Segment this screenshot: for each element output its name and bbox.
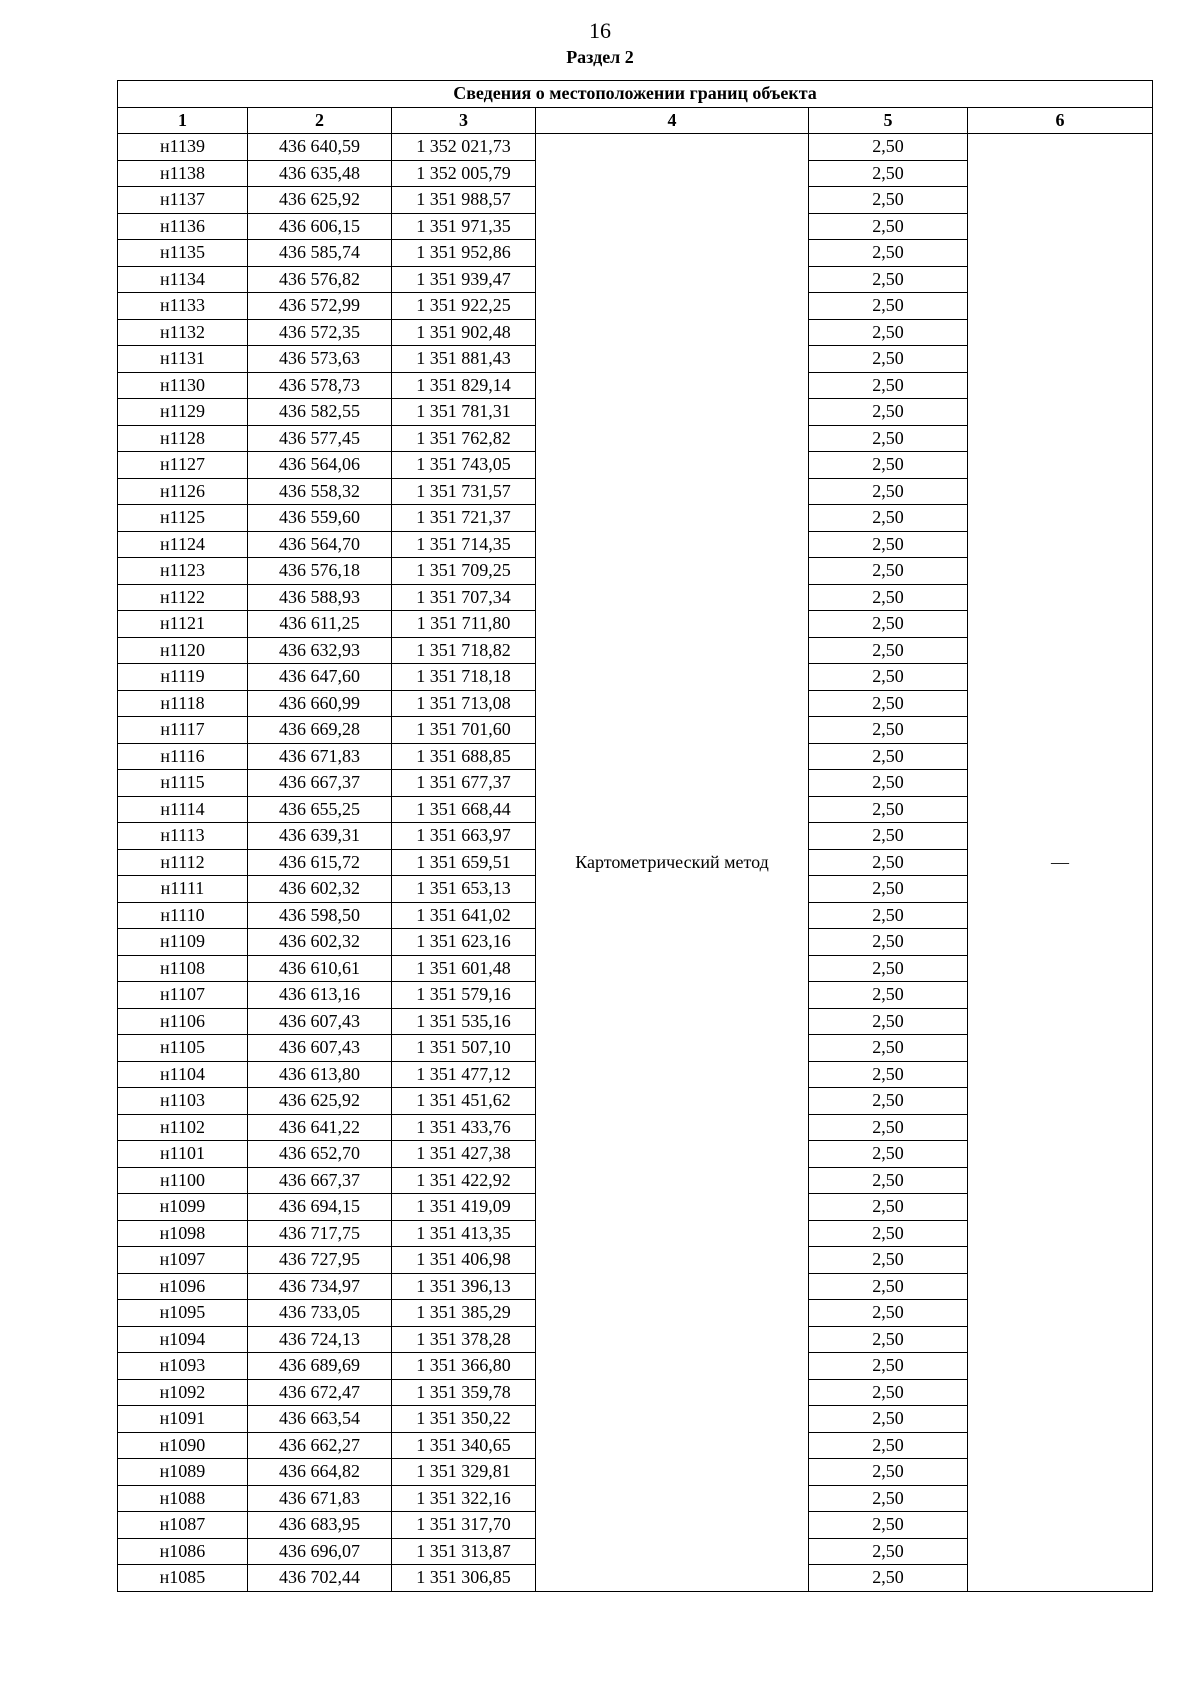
- y-coordinate-cell: 1 351 829,14: [392, 372, 536, 399]
- y-coordinate-cell: 1 351 939,47: [392, 266, 536, 293]
- table-body: [118, 134, 1153, 1592]
- y-coordinate-cell: 1 351 623,16: [392, 929, 536, 956]
- accuracy-cell: 2,50: [809, 134, 968, 161]
- point-name-cell: н1139: [118, 134, 248, 161]
- accuracy-cell: 2,50: [809, 346, 968, 373]
- table-caption-row: [118, 81, 1153, 108]
- y-coordinate-cell: 1 351 743,05: [392, 452, 536, 479]
- y-coordinate-cell: 1 351 350,22: [392, 1406, 536, 1433]
- point-name-cell: н1087: [118, 1512, 248, 1539]
- accuracy-cell: 2,50: [809, 717, 968, 744]
- point-name-cell: н1110: [118, 902, 248, 929]
- accuracy-cell: 2,50: [809, 1300, 968, 1327]
- accuracy-cell: 2,50: [809, 1459, 968, 1486]
- accuracy-cell: 2,50: [809, 1247, 968, 1274]
- point-name-cell: н1122: [118, 584, 248, 611]
- accuracy-cell: 2,50: [809, 1353, 968, 1380]
- accuracy-cell: 2,50: [809, 452, 968, 479]
- y-coordinate-cell: 1 351 659,51: [392, 849, 536, 876]
- point-name-cell: н1111: [118, 876, 248, 903]
- accuracy-cell: 2,50: [809, 690, 968, 717]
- y-coordinate-cell: 1 351 385,29: [392, 1300, 536, 1327]
- x-coordinate-cell: 436 664,82: [248, 1459, 392, 1486]
- accuracy-cell: 2,50: [809, 425, 968, 452]
- y-coordinate-cell: 1 351 507,10: [392, 1035, 536, 1062]
- point-name-cell: н1101: [118, 1141, 248, 1168]
- point-name-cell: н1123: [118, 558, 248, 585]
- accuracy-cell: 2,50: [809, 1114, 968, 1141]
- y-coordinate-cell: 1 351 601,48: [392, 955, 536, 982]
- x-coordinate-cell: 436 607,43: [248, 1008, 392, 1035]
- y-coordinate-cell: 1 351 668,44: [392, 796, 536, 823]
- y-coordinate-cell: 1 351 641,02: [392, 902, 536, 929]
- point-name-cell: н1137: [118, 187, 248, 214]
- accuracy-cell: 2,50: [809, 213, 968, 240]
- x-coordinate-cell: 436 669,28: [248, 717, 392, 744]
- y-coordinate-cell: 1 351 329,81: [392, 1459, 536, 1486]
- x-coordinate-cell: 436 625,92: [248, 1088, 392, 1115]
- x-coordinate-cell: 436 647,60: [248, 664, 392, 691]
- y-coordinate-cell: 1 351 477,12: [392, 1061, 536, 1088]
- point-name-cell: н1100: [118, 1167, 248, 1194]
- column-header-3: 3: [392, 107, 536, 134]
- x-coordinate-cell: 436 671,83: [248, 743, 392, 770]
- y-coordinate-cell: 1 351 317,70: [392, 1512, 536, 1539]
- accuracy-cell: 2,50: [809, 1194, 968, 1221]
- y-coordinate-cell: 1 351 762,82: [392, 425, 536, 452]
- point-name-cell: н1119: [118, 664, 248, 691]
- x-coordinate-cell: 436 606,15: [248, 213, 392, 240]
- accuracy-cell: 2,50: [809, 1167, 968, 1194]
- y-coordinate-cell: 1 351 718,18: [392, 664, 536, 691]
- boundary-table: [117, 80, 1153, 1592]
- y-coordinate-cell: 1 351 881,43: [392, 346, 536, 373]
- accuracy-cell: 2,50: [809, 849, 968, 876]
- point-name-cell: н1099: [118, 1194, 248, 1221]
- x-coordinate-cell: 436 588,93: [248, 584, 392, 611]
- point-name-cell: н1118: [118, 690, 248, 717]
- y-coordinate-cell: 1 351 419,09: [392, 1194, 536, 1221]
- point-name-cell: н1088: [118, 1485, 248, 1512]
- x-coordinate-cell: 436 694,15: [248, 1194, 392, 1221]
- x-coordinate-cell: 436 640,59: [248, 134, 392, 161]
- point-name-cell: н1104: [118, 1061, 248, 1088]
- point-name-cell: н1085: [118, 1565, 248, 1592]
- accuracy-cell: 2,50: [809, 399, 968, 426]
- y-coordinate-cell: 1 351 413,35: [392, 1220, 536, 1247]
- y-coordinate-cell: 1 351 451,62: [392, 1088, 536, 1115]
- y-coordinate-cell: 1 351 322,16: [392, 1485, 536, 1512]
- y-coordinate-cell: 1 351 433,76: [392, 1114, 536, 1141]
- x-coordinate-cell: 436 572,35: [248, 319, 392, 346]
- point-name-cell: н1086: [118, 1538, 248, 1565]
- y-coordinate-cell: 1 351 952,86: [392, 240, 536, 267]
- accuracy-cell: 2,50: [809, 505, 968, 532]
- x-coordinate-cell: 436 652,70: [248, 1141, 392, 1168]
- accuracy-cell: 2,50: [809, 982, 968, 1009]
- y-coordinate-cell: 1 351 677,37: [392, 770, 536, 797]
- point-name-cell: н1094: [118, 1326, 248, 1353]
- accuracy-cell: 2,50: [809, 1273, 968, 1300]
- y-coordinate-cell: 1 351 340,65: [392, 1432, 536, 1459]
- accuracy-cell: 2,50: [809, 955, 968, 982]
- x-coordinate-cell: 436 641,22: [248, 1114, 392, 1141]
- accuracy-cell: 2,50: [809, 1565, 968, 1592]
- y-coordinate-cell: 1 351 579,16: [392, 982, 536, 1009]
- x-coordinate-cell: 436 602,32: [248, 929, 392, 956]
- y-coordinate-cell: 1 351 663,97: [392, 823, 536, 850]
- x-coordinate-cell: 436 576,82: [248, 266, 392, 293]
- y-coordinate-cell: 1 351 313,87: [392, 1538, 536, 1565]
- y-coordinate-cell: 1 351 707,34: [392, 584, 536, 611]
- x-coordinate-cell: 436 564,06: [248, 452, 392, 479]
- accuracy-cell: 2,50: [809, 1485, 968, 1512]
- y-coordinate-cell: 1 351 701,60: [392, 717, 536, 744]
- point-name-cell: н1126: [118, 478, 248, 505]
- x-coordinate-cell: 436 635,48: [248, 160, 392, 187]
- y-coordinate-cell: 1 351 422,92: [392, 1167, 536, 1194]
- y-coordinate-cell: 1 351 971,35: [392, 213, 536, 240]
- y-coordinate-cell: 1 351 653,13: [392, 876, 536, 903]
- y-coordinate-cell: 1 351 718,82: [392, 637, 536, 664]
- accuracy-cell: 2,50: [809, 1141, 968, 1168]
- accuracy-cell: 2,50: [809, 743, 968, 770]
- point-name-cell: н1096: [118, 1273, 248, 1300]
- x-coordinate-cell: 436 660,99: [248, 690, 392, 717]
- x-coordinate-cell: 436 724,13: [248, 1326, 392, 1353]
- point-name-cell: н1124: [118, 531, 248, 558]
- accuracy-cell: 2,50: [809, 160, 968, 187]
- y-coordinate-cell: 1 351 713,08: [392, 690, 536, 717]
- x-coordinate-cell: 436 667,37: [248, 770, 392, 797]
- accuracy-cell: 2,50: [809, 823, 968, 850]
- accuracy-cell: 2,50: [809, 1061, 968, 1088]
- point-name-cell: н1093: [118, 1353, 248, 1380]
- point-name-cell: н1138: [118, 160, 248, 187]
- accuracy-cell: 2,50: [809, 876, 968, 903]
- y-coordinate-cell: 1 352 021,73: [392, 134, 536, 161]
- point-name-cell: н1106: [118, 1008, 248, 1035]
- x-coordinate-cell: 436 558,32: [248, 478, 392, 505]
- x-coordinate-cell: 436 727,95: [248, 1247, 392, 1274]
- x-coordinate-cell: 436 607,43: [248, 1035, 392, 1062]
- x-coordinate-cell: 436 582,55: [248, 399, 392, 426]
- table-caption: Сведения о местоположении границ объекта: [118, 81, 1153, 108]
- y-coordinate-cell: 1 351 427,38: [392, 1141, 536, 1168]
- x-coordinate-cell: 436 585,74: [248, 240, 392, 267]
- point-name-cell: н1105: [118, 1035, 248, 1062]
- column-header-5: 5: [809, 107, 968, 134]
- accuracy-cell: 2,50: [809, 266, 968, 293]
- point-name-cell: н1108: [118, 955, 248, 982]
- x-coordinate-cell: 436 667,37: [248, 1167, 392, 1194]
- x-coordinate-cell: 436 598,50: [248, 902, 392, 929]
- section-title: Раздел 2: [566, 47, 634, 67]
- x-coordinate-cell: 436 683,95: [248, 1512, 392, 1539]
- point-name-cell: н1134: [118, 266, 248, 293]
- point-name-cell: н1135: [118, 240, 248, 267]
- accuracy-cell: 2,50: [809, 796, 968, 823]
- accuracy-cell: 2,50: [809, 1538, 968, 1565]
- x-coordinate-cell: 436 639,31: [248, 823, 392, 850]
- accuracy-cell: 2,50: [809, 1220, 968, 1247]
- point-name-cell: н1120: [118, 637, 248, 664]
- accuracy-cell: 2,50: [809, 637, 968, 664]
- point-name-cell: н1113: [118, 823, 248, 850]
- x-coordinate-cell: 436 702,44: [248, 1565, 392, 1592]
- method-cell: Картометрический метод: [536, 134, 809, 1592]
- x-coordinate-cell: 436 611,25: [248, 611, 392, 638]
- accuracy-cell: 2,50: [809, 664, 968, 691]
- y-coordinate-cell: 1 351 988,57: [392, 187, 536, 214]
- x-coordinate-cell: 436 578,73: [248, 372, 392, 399]
- point-name-cell: н1127: [118, 452, 248, 479]
- accuracy-cell: 2,50: [809, 611, 968, 638]
- y-coordinate-cell: 1 351 306,85: [392, 1565, 536, 1592]
- x-coordinate-cell: 436 613,80: [248, 1061, 392, 1088]
- point-name-cell: н1131: [118, 346, 248, 373]
- point-name-cell: н1133: [118, 293, 248, 320]
- point-name-cell: н1107: [118, 982, 248, 1009]
- y-coordinate-cell: 1 351 781,31: [392, 399, 536, 426]
- accuracy-cell: 2,50: [809, 902, 968, 929]
- y-coordinate-cell: 1 351 902,48: [392, 319, 536, 346]
- x-coordinate-cell: 436 564,70: [248, 531, 392, 558]
- column-header-row: [118, 107, 1153, 134]
- accuracy-cell: 2,50: [809, 1512, 968, 1539]
- point-name-cell: н1091: [118, 1406, 248, 1433]
- point-name-cell: н1114: [118, 796, 248, 823]
- point-name-cell: н1103: [118, 1088, 248, 1115]
- accuracy-cell: 2,50: [809, 1379, 968, 1406]
- x-coordinate-cell: 436 717,75: [248, 1220, 392, 1247]
- column-6-cell: —: [968, 134, 1153, 1592]
- x-coordinate-cell: 436 572,99: [248, 293, 392, 320]
- x-coordinate-cell: 436 655,25: [248, 796, 392, 823]
- x-coordinate-cell: 436 613,16: [248, 982, 392, 1009]
- x-coordinate-cell: 436 610,61: [248, 955, 392, 982]
- accuracy-cell: 2,50: [809, 293, 968, 320]
- accuracy-cell: 2,50: [809, 929, 968, 956]
- point-name-cell: н1098: [118, 1220, 248, 1247]
- accuracy-cell: 2,50: [809, 584, 968, 611]
- accuracy-cell: 2,50: [809, 531, 968, 558]
- x-coordinate-cell: 436 734,97: [248, 1273, 392, 1300]
- column-header-6: 6: [968, 107, 1153, 134]
- x-coordinate-cell: 436 733,05: [248, 1300, 392, 1327]
- column-header-4: 4: [536, 107, 809, 134]
- y-coordinate-cell: 1 351 688,85: [392, 743, 536, 770]
- y-coordinate-cell: 1 351 731,57: [392, 478, 536, 505]
- x-coordinate-cell: 436 576,18: [248, 558, 392, 585]
- column-header-1: 1: [118, 107, 248, 134]
- y-coordinate-cell: 1 351 535,16: [392, 1008, 536, 1035]
- x-coordinate-cell: 436 602,32: [248, 876, 392, 903]
- point-name-cell: н1130: [118, 372, 248, 399]
- accuracy-cell: 2,50: [809, 478, 968, 505]
- point-name-cell: н1125: [118, 505, 248, 532]
- x-coordinate-cell: 436 559,60: [248, 505, 392, 532]
- accuracy-cell: 2,50: [809, 1088, 968, 1115]
- x-coordinate-cell: 436 696,07: [248, 1538, 392, 1565]
- point-name-cell: н1109: [118, 929, 248, 956]
- x-coordinate-cell: 436 662,27: [248, 1432, 392, 1459]
- accuracy-cell: 2,50: [809, 1035, 968, 1062]
- accuracy-cell: 2,50: [809, 372, 968, 399]
- page-number: 16: [589, 18, 611, 43]
- x-coordinate-cell: 436 671,83: [248, 1485, 392, 1512]
- y-coordinate-cell: 1 352 005,79: [392, 160, 536, 187]
- point-name-cell: н1102: [118, 1114, 248, 1141]
- point-name-cell: н1136: [118, 213, 248, 240]
- y-coordinate-cell: 1 351 922,25: [392, 293, 536, 320]
- accuracy-cell: 2,50: [809, 1406, 968, 1433]
- point-name-cell: н1092: [118, 1379, 248, 1406]
- y-coordinate-cell: 1 351 721,37: [392, 505, 536, 532]
- x-coordinate-cell: 436 672,47: [248, 1379, 392, 1406]
- accuracy-cell: 2,50: [809, 240, 968, 267]
- point-name-cell: н1097: [118, 1247, 248, 1274]
- y-coordinate-cell: 1 351 378,28: [392, 1326, 536, 1353]
- y-coordinate-cell: 1 351 711,80: [392, 611, 536, 638]
- x-coordinate-cell: 436 632,93: [248, 637, 392, 664]
- x-coordinate-cell: 436 625,92: [248, 187, 392, 214]
- x-coordinate-cell: 436 663,54: [248, 1406, 392, 1433]
- y-coordinate-cell: 1 351 366,80: [392, 1353, 536, 1380]
- table-row: [118, 134, 1153, 161]
- boundary-table-container: [117, 80, 1153, 1592]
- accuracy-cell: 2,50: [809, 1008, 968, 1035]
- accuracy-cell: 2,50: [809, 1432, 968, 1459]
- accuracy-cell: 2,50: [809, 558, 968, 585]
- point-name-cell: н1089: [118, 1459, 248, 1486]
- point-name-cell: н1129: [118, 399, 248, 426]
- accuracy-cell: 2,50: [809, 770, 968, 797]
- point-name-cell: н1116: [118, 743, 248, 770]
- y-coordinate-cell: 1 351 709,25: [392, 558, 536, 585]
- x-coordinate-cell: 436 577,45: [248, 425, 392, 452]
- point-name-cell: н1128: [118, 425, 248, 452]
- point-name-cell: н1132: [118, 319, 248, 346]
- y-coordinate-cell: 1 351 714,35: [392, 531, 536, 558]
- point-name-cell: н1090: [118, 1432, 248, 1459]
- x-coordinate-cell: 436 615,72: [248, 849, 392, 876]
- x-coordinate-cell: 436 573,63: [248, 346, 392, 373]
- point-name-cell: н1121: [118, 611, 248, 638]
- point-name-cell: н1095: [118, 1300, 248, 1327]
- accuracy-cell: 2,50: [809, 1326, 968, 1353]
- y-coordinate-cell: 1 351 396,13: [392, 1273, 536, 1300]
- y-coordinate-cell: 1 351 406,98: [392, 1247, 536, 1274]
- column-header-2: 2: [248, 107, 392, 134]
- point-name-cell: н1117: [118, 717, 248, 744]
- accuracy-cell: 2,50: [809, 319, 968, 346]
- accuracy-cell: 2,50: [809, 187, 968, 214]
- x-coordinate-cell: 436 689,69: [248, 1353, 392, 1380]
- point-name-cell: н1115: [118, 770, 248, 797]
- y-coordinate-cell: 1 351 359,78: [392, 1379, 536, 1406]
- point-name-cell: н1112: [118, 849, 248, 876]
